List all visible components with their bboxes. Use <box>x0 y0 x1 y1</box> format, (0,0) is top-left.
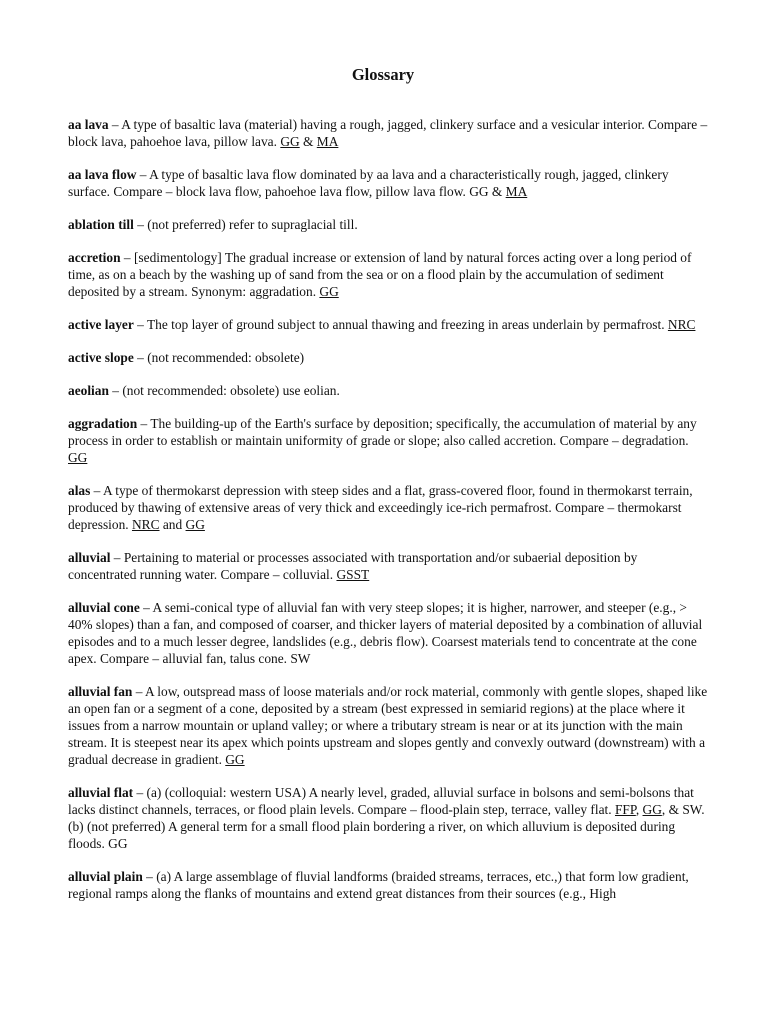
glossary-entry <box>68 249 708 300</box>
glossary-entry <box>68 784 708 852</box>
glossary-entry <box>68 549 708 583</box>
source-reference-link[interactable]: GG <box>185 517 205 532</box>
glossary-term: alluvial cone <box>68 600 140 615</box>
glossary-term: alluvial flat <box>68 785 134 800</box>
source-reference-link[interactable]: GG <box>319 284 339 299</box>
source-reference-link[interactable]: NRC <box>667 317 696 332</box>
glossary-term: aggradation <box>68 416 138 431</box>
glossary-entry <box>68 382 708 399</box>
definition-text: – The top layer of ground subject to annual thawing and freezing in areas underlain by permafrost. <box>133 317 668 332</box>
definition-text: , <box>635 802 643 817</box>
definition-text: – Pertaining to material or processes associated with transportation and/or subaerial deposition by concentrated running water. Compare – colluvial. <box>68 550 638 582</box>
glossary-entry <box>68 116 708 150</box>
definition-text: – [sedimentology] The gradual increase or extension of land by natural forces acting over a long period of time, as on a beach by the washing up of sand from the sea or on a flood plain by the accumulation of sediment deposited by a stream. Synonym: aggradation. <box>68 250 692 299</box>
glossary-entry <box>68 316 708 333</box>
source-reference-link[interactable]: NRC <box>131 517 160 532</box>
source-reference-link[interactable]: GG <box>280 134 300 149</box>
definition-text: – A semi-conical type of alluvial fan with very steep slopes; it is higher, narrower, and steeper (e.g., > 40% slopes) than a fan, and composed of coarser, and thicker layers of material deposited by a combination of alluvial episodes and to a much lesser degree, landslides (e.g., debris flow). Coarsest materials tend to concentrate at the cone apex. Compare – alluvial fan, talus cone. SW <box>68 600 703 666</box>
glossary-entries <box>68 116 708 918</box>
glossary-entry <box>68 216 708 233</box>
page-title: Glossary <box>351 65 415 84</box>
glossary-entry <box>68 166 708 200</box>
definition-text: – (not recommended: obsolete) use eolian. <box>108 383 340 398</box>
glossary-term: active slope <box>68 350 134 365</box>
source-reference-link[interactable]: MA <box>505 184 528 199</box>
source-reference-link[interactable]: GSST <box>336 567 370 582</box>
definition-text: – The building-up of the Earth's surface by deposition; specifically, the accumulation of material by any process in order to establish or maintain uniformity of grade or slope; also called accretion. Compare – degradation. <box>68 416 697 448</box>
glossary-term: alluvial plain <box>68 869 143 884</box>
glossary-term: alluvial fan <box>68 684 133 699</box>
glossary-entry <box>68 599 708 667</box>
glossary-entry <box>68 349 708 366</box>
definition-text: and <box>159 517 186 532</box>
glossary-entry <box>68 482 708 533</box>
glossary-entry <box>68 415 708 466</box>
definition-text: – (a) (colloquial: western USA) A nearly level, graded, alluvial surface in bolsons and semi-bolsons that lacks distinct channels, terraces, or flood plain levels. Compare – flood-plain step, terrace, valley flat. <box>68 785 694 817</box>
definition-text: – A type of thermokarst depression with steep sides and a flat, grass-covered floor, found in thermokarst terrain, produced by thawing of extensive areas of very thick and exceedingly ice-rich permafrost. Compare – thermokarst depression. <box>68 483 693 532</box>
glossary-term: active layer <box>68 317 134 332</box>
glossary-term: aa lava <box>68 117 109 132</box>
source-reference-link[interactable]: GG <box>225 752 245 767</box>
definition-text: – A low, outspread mass of loose materials and/or rock material, commonly with gentle slopes, shaped like an open fan or a segment of a cone, deposited by a stream (best expressed in semiarid regions) at the place where it issues from a narrow mountain or upland valley; or where a tributary stream is near or at its junction with the main stream. It is steepest near its apex which points upstream and slopes gently and convexly outward (downstream) with a gradual decrease in gradient. <box>68 684 708 767</box>
definition-text: & <box>299 134 317 149</box>
glossary-term: alas <box>68 483 91 498</box>
source-reference-link[interactable]: FFP <box>614 802 636 817</box>
definition-text: – A type of basaltic lava (material) having a rough, jagged, clinkery surface and a vesicular interior. Compare – block lava, pahoehoe lava, pillow lava. <box>68 117 708 149</box>
glossary-term: alluvial <box>68 550 111 565</box>
source-reference-link[interactable]: GG <box>642 802 662 817</box>
glossary-term: aeolian <box>68 383 109 398</box>
definition-text: , & SW. (b) (not preferred) A general term for a small flood plain bordering a river, on which alluvium is deposited during floods. GG <box>68 802 705 851</box>
glossary-entry <box>68 868 708 902</box>
glossary-term: accretion <box>68 250 121 265</box>
source-reference-link[interactable]: MA <box>316 134 339 149</box>
definition-text: – (a) A large assemblage of fluvial landforms (braided streams, terraces, etc.,) that form low gradient, regional ramps along the flanks of mountains and extend great distances from their sources (e.g., High <box>68 869 689 901</box>
glossary-term: ablation till <box>68 217 134 232</box>
definition-text: – (not preferred) refer to supraglacial till. <box>133 217 358 232</box>
glossary-term: aa lava flow <box>68 167 137 182</box>
source-reference-link[interactable]: GG <box>68 450 88 465</box>
glossary-entry <box>68 683 708 768</box>
definition-text: – A type of basaltic lava flow dominated by aa lava and a characteristically rough, jagged, clinkery surface. Compare – block lava flow, pahoehoe lava flow, pillow lava flow. GG & <box>68 167 669 199</box>
definition-text: – (not recommended: obsolete) <box>133 350 305 365</box>
